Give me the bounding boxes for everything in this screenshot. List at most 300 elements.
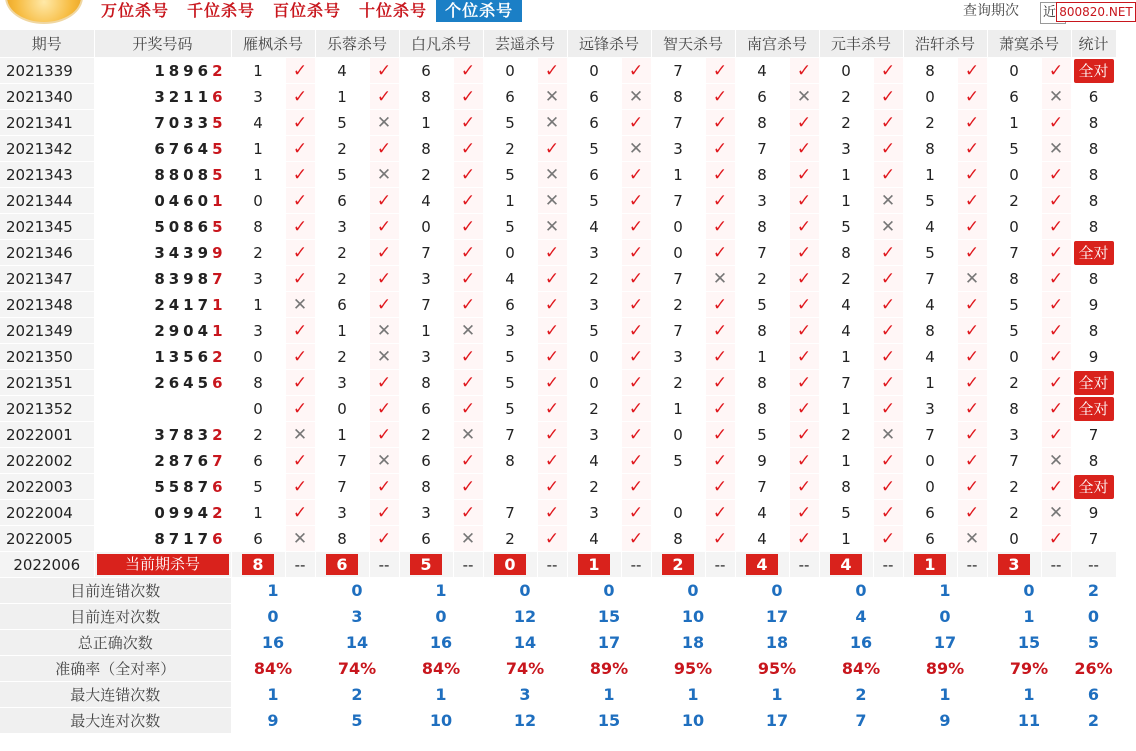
check-icon: ✓ — [796, 424, 812, 445]
result-mark-cell — [453, 396, 483, 422]
result-mark-cell — [1041, 422, 1071, 448]
result-mark-cell — [789, 136, 819, 162]
cross-icon: ✕ — [544, 190, 560, 211]
kill-number-cell: 0 — [819, 58, 873, 84]
draw-row — [0, 526, 1116, 552]
check-icon: ✓ — [1048, 476, 1064, 497]
check-icon: ✓ — [880, 450, 896, 471]
kill-number-cell: 8 — [819, 474, 873, 500]
kill-number-cell: 2 — [231, 422, 285, 448]
result-mark-cell — [1041, 266, 1071, 292]
draw-number-last-digit: 1 — [212, 295, 227, 314]
stats-value: 84% — [399, 656, 483, 682]
result-mark-cell — [285, 474, 315, 500]
query-label: 查询期次 — [963, 3, 1019, 19]
tab-ge[interactable]: 个位杀号 — [436, 0, 522, 22]
kill-number-cell: 1 — [399, 110, 453, 136]
current-kill-cell — [231, 552, 285, 578]
check-icon: ✓ — [292, 398, 308, 419]
draw-row — [0, 474, 1116, 500]
result-mark-cell — [1041, 500, 1071, 526]
cross-icon: ✕ — [964, 528, 980, 549]
current-kill-cell — [651, 552, 705, 578]
draw-number-prefix: 3783 — [154, 425, 213, 444]
result-mark-cell — [873, 266, 903, 292]
result-mark-cell — [369, 422, 399, 448]
check-icon: ✓ — [628, 372, 644, 393]
period-cell: 2021347 — [0, 266, 94, 292]
check-icon: ✓ — [376, 60, 392, 81]
kill-number-cell: 2 — [987, 188, 1041, 214]
draw-row — [0, 396, 1116, 422]
draw-number-cell — [94, 58, 231, 84]
kill-number-cell: 2 — [483, 526, 537, 552]
draw-number-cell — [94, 318, 231, 344]
cross-icon: ✕ — [796, 86, 812, 107]
result-mark-cell — [705, 240, 735, 266]
result-mark-cell — [873, 292, 903, 318]
cross-icon: ✕ — [628, 86, 644, 107]
result-mark-cell — [957, 162, 987, 188]
check-icon: ✓ — [460, 502, 476, 523]
period-cell: 2021341 — [0, 110, 94, 136]
stats-value: 74% — [483, 656, 567, 682]
kill-number-cell: 5 — [315, 162, 369, 188]
result-mark-cell — [537, 422, 567, 448]
check-icon: ✓ — [1048, 320, 1064, 341]
tab-wan[interactable]: 万位杀号 — [101, 1, 170, 20]
check-icon: ✓ — [964, 138, 980, 159]
result-mark-cell — [873, 448, 903, 474]
result-mark-cell — [957, 266, 987, 292]
check-icon: ✓ — [628, 190, 644, 211]
result-mark-cell — [789, 500, 819, 526]
cross-icon: ✕ — [880, 424, 896, 445]
check-icon: ✓ — [544, 528, 560, 549]
check-icon: ✓ — [1048, 372, 1064, 393]
result-mark-cell — [957, 422, 987, 448]
kill-number-cell: 0 — [987, 162, 1041, 188]
result-mark-cell — [873, 422, 903, 448]
kill-number-cell: 8 — [735, 370, 789, 396]
check-icon: ✓ — [796, 528, 812, 549]
draw-number-last-digit: 5 — [212, 113, 227, 132]
column-header: 芸遥杀号 — [483, 30, 567, 58]
result-mark-cell — [789, 84, 819, 110]
kill-number-cell: 6 — [399, 58, 453, 84]
stats-value: 6 — [1071, 682, 1116, 708]
result-mark-cell — [369, 84, 399, 110]
result-mark-cell — [873, 526, 903, 552]
row-stat-cell: 8 — [1071, 188, 1116, 214]
stats-value: 1 — [903, 682, 987, 708]
kill-number-cell: 1 — [819, 396, 873, 422]
period-cell: 2021345 — [0, 214, 94, 240]
check-icon: ✓ — [292, 502, 308, 523]
stats-value: 74% — [315, 656, 399, 682]
draw-number-cell — [94, 110, 231, 136]
stats-value: 17 — [567, 630, 651, 656]
result-mark-cell — [621, 344, 651, 370]
kill-number-cell: 2 — [399, 422, 453, 448]
check-icon: ✓ — [880, 320, 896, 341]
stats-value: 12 — [483, 604, 567, 630]
draw-row — [0, 136, 1116, 162]
kill-number-cell: 3 — [399, 344, 453, 370]
stats-value: 11 — [987, 708, 1071, 734]
kill-number-cell: 2 — [819, 84, 873, 110]
column-header: 元丰杀号 — [819, 30, 903, 58]
kill-number-cell: 0 — [567, 370, 621, 396]
check-icon: ✓ — [796, 242, 812, 263]
draw-number-last-digit: 7 — [212, 451, 227, 470]
draw-number-prefix: 5086 — [154, 217, 213, 236]
kill-number-cell: 8 — [399, 474, 453, 500]
cross-icon: ✕ — [712, 268, 728, 289]
stats-value: 16 — [819, 630, 903, 656]
result-mark-cell — [705, 292, 735, 318]
kill-number-cell: 6 — [567, 110, 621, 136]
draw-row — [0, 188, 1116, 214]
result-mark-cell — [705, 448, 735, 474]
cross-icon: ✕ — [880, 190, 896, 211]
check-icon: ✓ — [712, 190, 728, 211]
kill-number-cell: 4 — [483, 266, 537, 292]
stats-label: 目前连错次数 — [0, 578, 231, 604]
result-mark-cell — [789, 162, 819, 188]
result-mark-cell — [285, 344, 315, 370]
kill-number-cell: 7 — [651, 110, 705, 136]
period-cell: 2021339 — [0, 58, 94, 84]
check-icon: ✓ — [964, 60, 980, 81]
stats-value: 0 — [903, 604, 987, 630]
stats-row — [0, 682, 1116, 708]
check-icon: ✓ — [1048, 294, 1064, 315]
result-mark-cell — [1041, 58, 1071, 84]
stats-row — [0, 578, 1116, 604]
check-icon: ✓ — [376, 86, 392, 107]
stats-value: 1 — [567, 682, 651, 708]
kill-number-cell: 5 — [483, 162, 537, 188]
kill-number-cell: 1 — [819, 448, 873, 474]
result-mark-cell — [621, 292, 651, 318]
kill-number-cell: 1 — [819, 526, 873, 552]
check-icon: ✓ — [964, 476, 980, 497]
result-mark-cell — [621, 448, 651, 474]
kill-number-cell: 8 — [735, 162, 789, 188]
current-kill-cell — [399, 552, 453, 578]
cross-icon: ✕ — [376, 164, 392, 185]
check-icon: ✓ — [292, 112, 308, 133]
check-icon: ✓ — [292, 320, 308, 341]
query-period-select[interactable]: 近 — [1040, 2, 1066, 24]
result-mark-cell — [369, 162, 399, 188]
cross-icon: ✕ — [1048, 502, 1064, 523]
result-mark-cell — [705, 136, 735, 162]
check-icon: ✓ — [712, 86, 728, 107]
check-icon: ✓ — [544, 60, 560, 81]
result-mark-cell — [705, 110, 735, 136]
period-cell: 2022002 — [0, 448, 94, 474]
kill-number-cell: 6 — [399, 448, 453, 474]
kill-number-cell: 0 — [987, 214, 1041, 240]
draw-number-prefix: 1896 — [154, 61, 213, 80]
kill-number-cell: 6 — [483, 292, 537, 318]
current-kill-cell — [735, 552, 789, 578]
kill-number-cell: 1 — [231, 500, 285, 526]
check-icon: ✓ — [460, 294, 476, 315]
current-kill-number: 8 — [242, 554, 274, 575]
result-mark-cell — [621, 84, 651, 110]
row-stat-cell: 8 — [1071, 266, 1116, 292]
check-icon: ✓ — [460, 398, 476, 419]
current-kill-cell — [903, 552, 957, 578]
kill-number-cell: 1 — [231, 136, 285, 162]
kill-number-cell: 3 — [651, 344, 705, 370]
tab-bai[interactable]: 百位杀号 — [273, 1, 342, 20]
period-cell: 2021348 — [0, 292, 94, 318]
stats-value: 2 — [819, 682, 903, 708]
result-mark-cell — [957, 136, 987, 162]
kill-number-cell: 7 — [987, 448, 1041, 474]
kill-number-cell: 4 — [567, 214, 621, 240]
check-icon: ✓ — [712, 242, 728, 263]
check-icon: ✓ — [880, 346, 896, 367]
draw-number-last-digit: 6 — [212, 373, 227, 392]
check-icon: ✓ — [796, 294, 812, 315]
stats-value: 4 — [819, 604, 903, 630]
result-mark-cell — [1041, 396, 1071, 422]
kill-number-cell: 5 — [483, 396, 537, 422]
kill-number-cell: 2 — [399, 162, 453, 188]
kill-number-cell: 3 — [231, 266, 285, 292]
kill-number-cell: 2 — [651, 292, 705, 318]
check-icon: ✓ — [460, 138, 476, 159]
kill-number-cell: 7 — [987, 240, 1041, 266]
draw-number-cell — [94, 422, 231, 448]
kill-number-cell: 5 — [651, 448, 705, 474]
draw-number-last-digit: 1 — [212, 191, 227, 210]
check-icon: ✓ — [628, 450, 644, 471]
check-icon: ✓ — [292, 476, 308, 497]
row-stat-cell — [1071, 370, 1116, 396]
check-icon: ✓ — [796, 476, 812, 497]
kill-number-cell: 3 — [735, 188, 789, 214]
draw-row — [0, 84, 1116, 110]
stats-value: 0 — [483, 578, 567, 604]
kill-number-cell: 2 — [315, 240, 369, 266]
kill-number-cell: 8 — [231, 214, 285, 240]
result-mark-cell — [285, 214, 315, 240]
result-mark-cell — [789, 240, 819, 266]
stats-value: 0 — [231, 604, 315, 630]
result-mark-cell — [1041, 214, 1071, 240]
kill-number-cell: 0 — [903, 448, 957, 474]
check-icon: ✓ — [712, 424, 728, 445]
kill-number-cell: 8 — [651, 84, 705, 110]
kill-number-cell: 7 — [651, 266, 705, 292]
draw-number-cell — [94, 292, 231, 318]
tab-qian[interactable]: 千位杀号 — [187, 1, 256, 20]
check-icon: ✓ — [376, 424, 392, 445]
stats-value: 0 — [399, 604, 483, 630]
check-icon: ✓ — [880, 398, 896, 419]
check-icon: ✓ — [292, 164, 308, 185]
column-header: 开奖号码 — [94, 30, 231, 58]
row-stat-cell: 7 — [1071, 422, 1116, 448]
draw-row — [0, 344, 1116, 370]
current-label-cell — [94, 552, 231, 578]
cross-icon: ✕ — [292, 528, 308, 549]
row-stat-cell: 9 — [1071, 500, 1116, 526]
result-mark-cell — [1041, 318, 1071, 344]
stats-value: 1 — [987, 682, 1071, 708]
check-icon: ✓ — [712, 450, 728, 471]
check-icon: ✓ — [292, 242, 308, 263]
kill-number-cell: 3 — [483, 318, 537, 344]
check-icon: ✓ — [1048, 60, 1064, 81]
stats-value: 2 — [315, 682, 399, 708]
check-icon: ✓ — [1048, 398, 1064, 419]
stats-value: 1 — [231, 578, 315, 604]
kill-number-cell: 2 — [987, 474, 1041, 500]
kill-number-cell: 0 — [651, 214, 705, 240]
draw-number-last-digit: 1 — [212, 321, 227, 340]
result-mark-cell — [369, 110, 399, 136]
tab-shi[interactable]: 十位杀号 — [359, 1, 428, 20]
kill-number-cell: 3 — [567, 292, 621, 318]
kill-number-cell: 8 — [399, 84, 453, 110]
check-icon: ✓ — [460, 450, 476, 471]
check-icon: ✓ — [1048, 190, 1064, 211]
row-stat-cell — [1071, 474, 1116, 500]
kill-number-cell: 0 — [231, 344, 285, 370]
kill-number-cell: 6 — [231, 448, 285, 474]
stats-value: 84% — [231, 656, 315, 682]
kill-number-cell: 8 — [231, 370, 285, 396]
kill-number-cell: 4 — [735, 526, 789, 552]
result-mark-cell — [1041, 240, 1071, 266]
period-cell: 2021346 — [0, 240, 94, 266]
row-stat-cell: 6 — [1071, 84, 1116, 110]
all-correct-badge: 全对 — [1074, 475, 1114, 499]
check-icon: ✓ — [796, 190, 812, 211]
kill-number-cell: 7 — [735, 240, 789, 266]
draw-row — [0, 266, 1116, 292]
check-icon: ✓ — [964, 450, 980, 471]
result-mark-cell — [621, 370, 651, 396]
kill-number-cell: 4 — [903, 292, 957, 318]
check-icon: ✓ — [628, 502, 644, 523]
draw-row — [0, 240, 1116, 266]
kill-number-cell: 1 — [399, 318, 453, 344]
check-icon: ✓ — [712, 346, 728, 367]
result-mark-cell — [285, 110, 315, 136]
check-icon: ✓ — [796, 138, 812, 159]
result-mark-cell — [369, 370, 399, 396]
draw-number-prefix: 5587 — [154, 477, 213, 496]
result-mark-cell — [873, 214, 903, 240]
stats-value: 10 — [399, 708, 483, 734]
result-mark-cell — [705, 162, 735, 188]
stats-label: 最大连错次数 — [0, 682, 231, 708]
result-mark-cell — [621, 474, 651, 500]
result-mark-cell — [369, 448, 399, 474]
result-mark-cell — [621, 240, 651, 266]
result-mark-cell — [1041, 136, 1071, 162]
draw-row — [0, 448, 1116, 474]
pending-mark-cell: -- — [453, 552, 483, 578]
period-cell: 2021352 — [0, 396, 94, 422]
check-icon: ✓ — [1048, 346, 1064, 367]
kill-number-cell: 5 — [483, 110, 537, 136]
result-mark-cell — [285, 292, 315, 318]
result-mark-cell — [285, 448, 315, 474]
check-icon: ✓ — [880, 268, 896, 289]
check-icon: ✓ — [1048, 528, 1064, 549]
kill-number-cell: 4 — [903, 214, 957, 240]
check-icon: ✓ — [796, 112, 812, 133]
check-icon: ✓ — [796, 60, 812, 81]
kill-number-cell: 5 — [735, 422, 789, 448]
result-mark-cell — [621, 266, 651, 292]
kill-number-cell: 0 — [903, 474, 957, 500]
stats-value: 1 — [399, 682, 483, 708]
draw-number-prefix: 0460 — [154, 191, 213, 210]
stats-value: 18 — [651, 630, 735, 656]
stats-value: 14 — [483, 630, 567, 656]
draw-number-prefix: 3211 — [154, 87, 213, 106]
result-mark-cell — [957, 84, 987, 110]
check-icon: ✓ — [376, 138, 392, 159]
kill-number-cell: 5 — [567, 136, 621, 162]
check-icon: ✓ — [1048, 164, 1064, 185]
result-mark-cell — [453, 188, 483, 214]
stats-value: 95% — [651, 656, 735, 682]
kill-number-cell: 8 — [651, 526, 705, 552]
kill-number-cell: 8 — [987, 396, 1041, 422]
draw-number-last-digit: 2 — [212, 61, 227, 80]
result-mark-cell — [621, 58, 651, 84]
draw-number-cell — [94, 370, 231, 396]
row-stat-cell: 8 — [1071, 136, 1116, 162]
result-mark-cell — [957, 188, 987, 214]
check-icon: ✓ — [460, 190, 476, 211]
check-icon: ✓ — [796, 164, 812, 185]
current-period-row — [0, 552, 1116, 578]
kill-number-cell: 1 — [315, 422, 369, 448]
kill-number-cell: 4 — [735, 58, 789, 84]
kill-number-cell: 2 — [819, 422, 873, 448]
check-icon: ✓ — [964, 424, 980, 445]
check-icon: ✓ — [544, 138, 560, 159]
result-mark-cell — [789, 526, 819, 552]
kill-number-cell: 6 — [903, 526, 957, 552]
kill-number-cell: 2 — [315, 266, 369, 292]
draw-number-prefix: 2876 — [154, 451, 213, 470]
result-mark-cell — [873, 136, 903, 162]
result-mark-cell — [873, 396, 903, 422]
result-mark-cell — [537, 500, 567, 526]
column-header: 远锋杀号 — [567, 30, 651, 58]
kill-number-cell: 1 — [231, 292, 285, 318]
kill-number-cell: 0 — [987, 526, 1041, 552]
kill-number-cell: 7 — [483, 500, 537, 526]
period-cell: 2021349 — [0, 318, 94, 344]
result-mark-cell — [537, 396, 567, 422]
kill-number-cell: 1 — [231, 58, 285, 84]
pending-mark-cell: -- — [537, 552, 567, 578]
